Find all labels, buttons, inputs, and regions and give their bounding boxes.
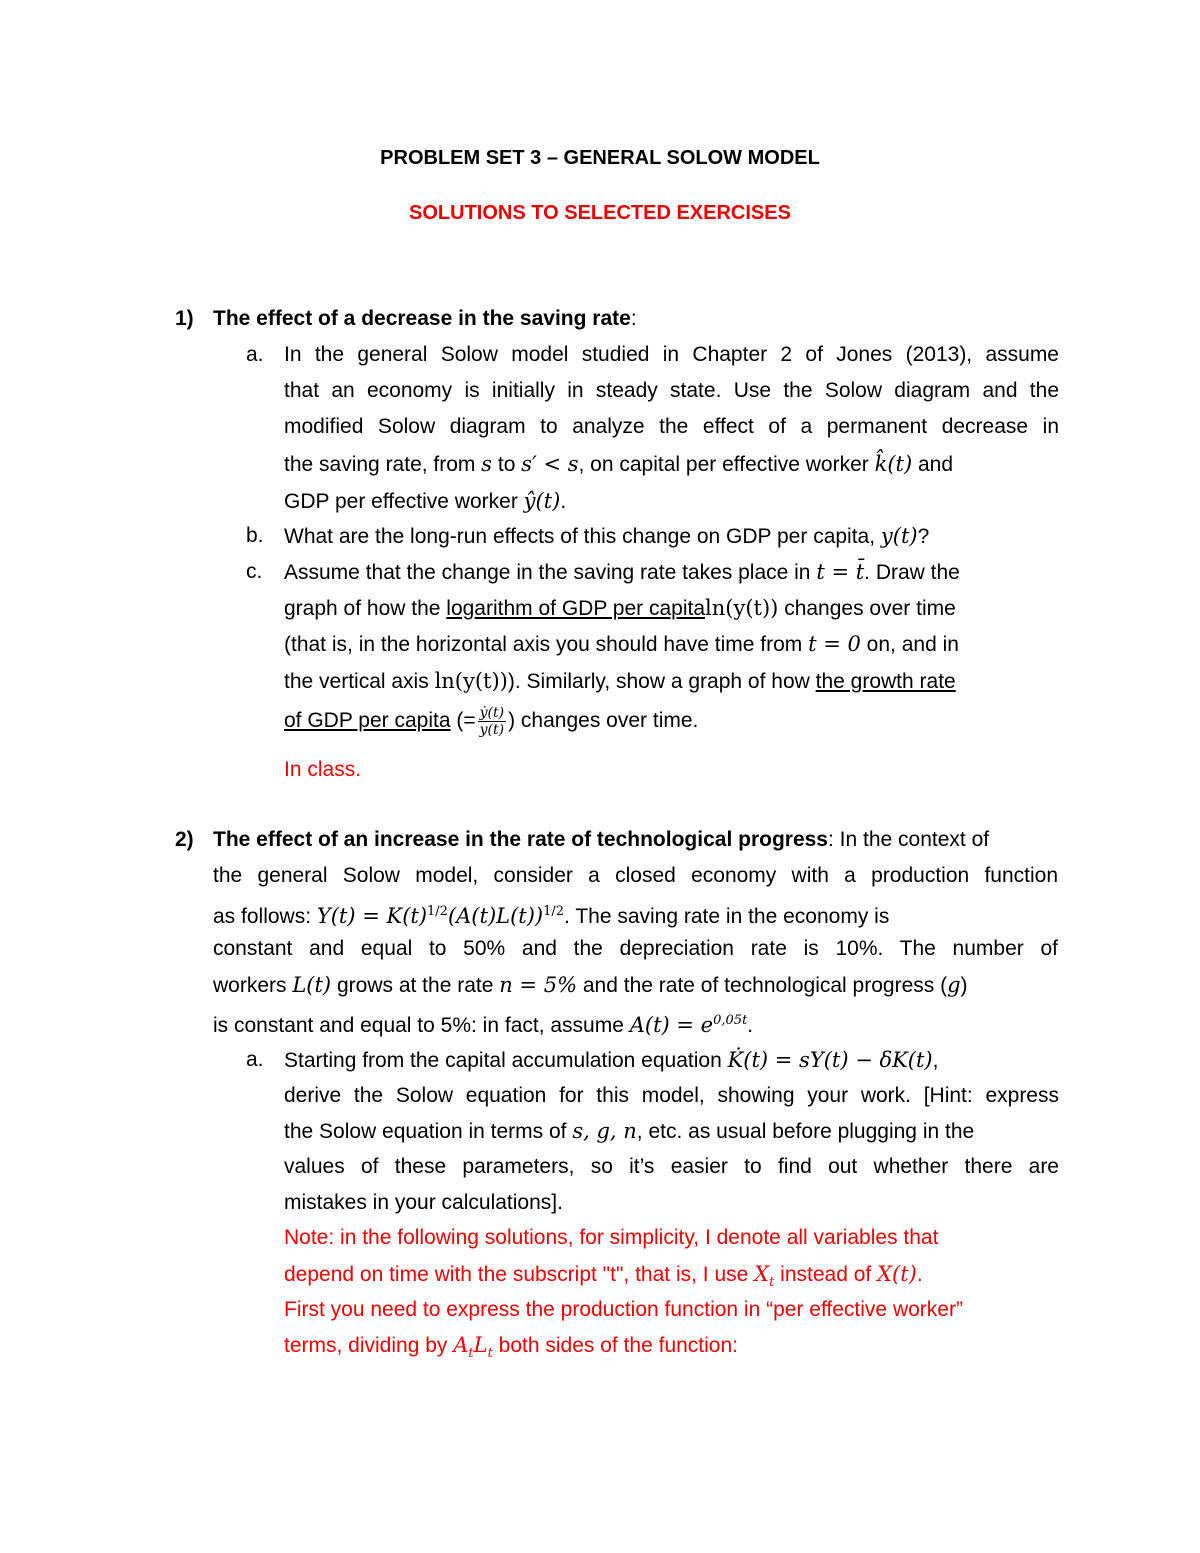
note-line2-mid: instead of xyxy=(774,1263,878,1286)
q2a-line2: derive the Solow equation for this model, showing your work. [Hint: express xyxy=(284,1084,1059,1107)
fraction-numerator: ẏ(t) xyxy=(479,705,505,721)
q1a-line4 xyxy=(284,451,953,478)
q2a-line1-text: Starting from the capital accumulation equation xyxy=(284,1049,728,1072)
math-ln-y-2: ln(y(t)) xyxy=(434,669,508,693)
q1c-line4-mid: ). Similarly, show a graph of how xyxy=(507,670,816,693)
q2a-label: a. xyxy=(246,1048,264,1071)
q2-line3 xyxy=(213,899,889,930)
q1c-line3-end: on, and in xyxy=(860,633,959,656)
q1a-line5-text: GDP per effective worker xyxy=(284,490,524,513)
math-L: L xyxy=(473,1333,488,1357)
q1a-line3: modified Solow diagram to analyze the effect of a permanent decrease in xyxy=(284,415,1059,438)
q2-line5-mid: grows at the rate xyxy=(331,974,500,997)
q1c-line1-end: . Draw the xyxy=(864,561,960,584)
q1b-line xyxy=(284,523,929,550)
q2-number: 2) xyxy=(175,828,194,851)
q1c-line5-end: ) changes over time. xyxy=(508,709,699,733)
q1c-line5 xyxy=(284,705,698,738)
q1a-line2: that an economy is initially in steady state. Use the Solow diagram and the xyxy=(284,379,1059,402)
note-line2-text: depend on time with the subscript "t", that is, I use xyxy=(284,1263,755,1286)
q1c-line1 xyxy=(284,559,960,586)
note-line2 xyxy=(284,1261,923,1296)
q2-line6-end: . xyxy=(747,1014,754,1037)
q1c-line2-text: graph of how the xyxy=(284,597,447,620)
q1a-label: a. xyxy=(246,343,264,366)
q2a-line3 xyxy=(284,1118,974,1145)
math-ln-y: ln(y(t)) xyxy=(705,596,779,620)
page-title: PROBLEM SET 3 – GENERAL SOLOW MODEL xyxy=(380,147,820,169)
math-y-hat: ŷ(t) xyxy=(523,489,561,513)
q1c-line5-open: (= xyxy=(450,709,476,733)
q1c-underlined-growth-rate: the growth rate xyxy=(815,670,956,693)
note-line1: Note: in the following solutions, for simplicity, I denote all variables that xyxy=(284,1226,939,1249)
q1b-end: ? xyxy=(917,525,930,548)
q1-heading: The effect of a decrease in the saving rate xyxy=(213,307,631,330)
q2-line6-text: is constant and equal to 5%: in fact, assume xyxy=(213,1014,630,1037)
math-s: s xyxy=(481,452,493,476)
q2-line1 xyxy=(213,827,989,853)
math-exponent-1: 1/2 xyxy=(427,904,448,919)
math-k-hat: k̂(t) xyxy=(874,452,913,476)
q1c-answer: In class. xyxy=(284,758,362,781)
note-line4-end: both sides of the function: xyxy=(492,1334,738,1357)
q2a-line3-end: , etc. as usual before plugging in the xyxy=(636,1120,975,1143)
q1a-line4-text: the saving rate, from xyxy=(284,453,482,476)
math-s-g-n: s, g, n xyxy=(572,1119,637,1143)
math-subscript-t: t xyxy=(769,1275,775,1291)
math-production-function-2: (A(t)L(t)) xyxy=(447,904,544,928)
q1a-line4-to: to xyxy=(492,453,522,476)
q1a-line5-end: . xyxy=(560,490,567,513)
q2-line5-text: workers xyxy=(213,974,293,997)
q1c-line2 xyxy=(284,595,956,622)
math-t-equals-tbar: t = t̄ xyxy=(816,560,865,584)
q1c-line3 xyxy=(284,631,959,658)
fraction-denominator: y(t) xyxy=(479,722,505,738)
q1a-line4-mid: , on capital per effective worker xyxy=(578,453,875,476)
note-line4 xyxy=(284,1332,738,1367)
q2a-line5: mistakes in your calculations]. xyxy=(284,1191,563,1214)
q2-line5 xyxy=(213,972,968,999)
q2-line3-text: as follows: xyxy=(213,905,317,928)
q1c-line4-text: the vertical axis xyxy=(284,670,435,693)
q1a-line1: In the general Solow model studied in Chapter 2 of Jones (2013), assume xyxy=(284,343,1059,366)
q2-line5-mid2: and the rate of technological progress ( xyxy=(577,974,948,997)
q1-heading-colon: : xyxy=(630,307,637,330)
q2-line6 xyxy=(213,1008,753,1039)
q2-line3-end: . The saving rate in the economy is xyxy=(564,905,890,928)
q2-line1-end: : In the context of xyxy=(827,828,990,851)
math-A-t: A(t) = e xyxy=(629,1013,714,1037)
q1c-label: c. xyxy=(246,560,263,583)
math-A: A xyxy=(453,1333,469,1357)
math-subscript-t-2: t xyxy=(487,1346,493,1362)
math-y-t: y(t) xyxy=(880,524,918,548)
math-exponent-e: 0,05t xyxy=(713,1013,748,1028)
note-line3: First you need to express the production function in “per effective worker” xyxy=(284,1298,963,1321)
q1a-line5 xyxy=(284,488,566,515)
q1a-line4-end: and xyxy=(912,453,954,476)
math-production-function: Y(t) = K(t) xyxy=(316,904,428,928)
q1-heading-line xyxy=(213,306,637,332)
q1b-text: What are the long-run effects of this change on GDP per capita, xyxy=(284,525,881,548)
math-exponent-2: 1/2 xyxy=(543,904,565,919)
q2a-line3-text: the Solow equation in terms of xyxy=(284,1120,573,1143)
q2-line5-end: ) xyxy=(960,974,968,997)
math-t-equals-zero: t = 0 xyxy=(808,632,861,656)
q1c-line2-end: changes over time xyxy=(778,597,956,620)
math-g: g xyxy=(947,973,961,997)
note-line2-end: . xyxy=(916,1263,923,1286)
q2a-line1-end: , xyxy=(932,1049,939,1072)
q1-number: 1) xyxy=(175,307,194,330)
math-L-t: L(t) xyxy=(292,973,332,997)
q1c-line3-text: (that is, in the horizontal axis you should have time from xyxy=(284,633,809,656)
q1b-label: b. xyxy=(246,524,264,547)
math-subscript-t-1: t xyxy=(468,1346,474,1362)
page-subtitle: SOLUTIONS TO SELECTED EXERCISES xyxy=(409,202,791,224)
q1c-underlined-log-gdp: logarithm of GDP per capita xyxy=(446,597,706,620)
q2a-line1 xyxy=(284,1047,938,1074)
math-X: X xyxy=(754,1262,770,1286)
math-growth-fraction xyxy=(478,705,506,738)
q1c-underlined-gdp-per-capita: of GDP per capita xyxy=(284,709,451,733)
q1c-line4 xyxy=(284,668,956,695)
math-n-rate: n = 5% xyxy=(499,973,578,997)
math-capital-accumulation: K̇(t) = sY(t) − δK(t) xyxy=(727,1048,933,1072)
q1c-line1-text: Assume that the change in the saving rate takes place in xyxy=(284,561,817,584)
q2a-line4: values of these parameters, so it’s easier to find out whether there are xyxy=(284,1155,1059,1178)
note-line4-text: terms, dividing by xyxy=(284,1334,454,1357)
q2-line4: constant and equal to 50% and the depreciation rate is 10%. The number of xyxy=(213,937,1058,960)
math-X-t: X(t) xyxy=(877,1262,917,1286)
q2-heading: The effect of an increase in the rate of technological progress xyxy=(213,828,828,851)
q2-line2: the general Solow model, consider a closed economy with a production function xyxy=(213,864,1058,887)
math-s-prime-inequality: s′ < s xyxy=(521,452,579,476)
